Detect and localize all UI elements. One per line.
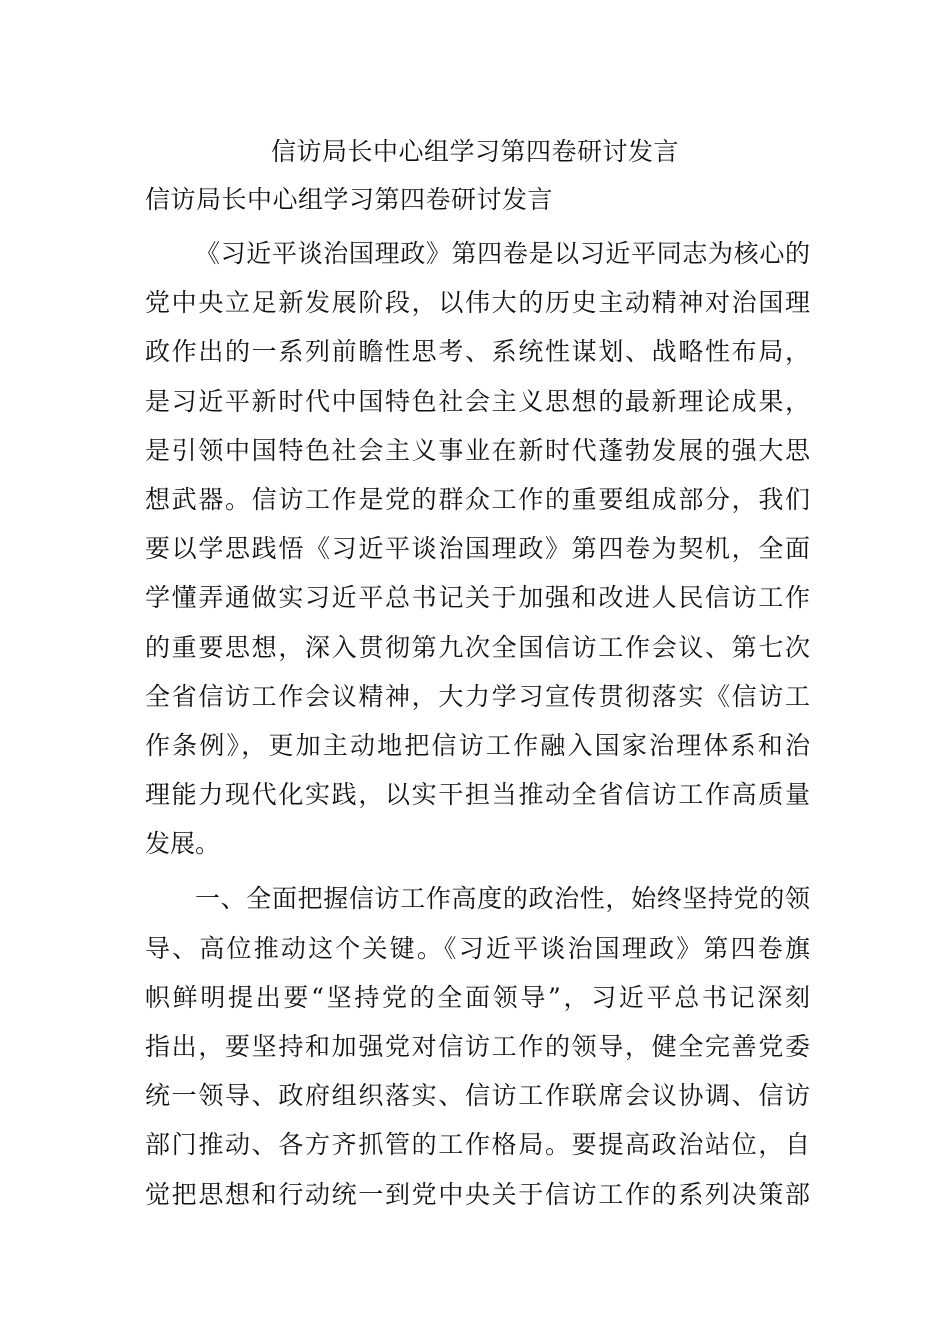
- paragraph-line: 指出，要坚持和加强党对信访工作的领导，健全完善党委: [145, 1032, 810, 1061]
- document-body: [145, 229, 810, 1219]
- paragraph-line: 理能力现代化实践，以实干担当推动全省信访工作高质量: [145, 780, 810, 810]
- paragraph-line: 导、高位推动这个关键。《习近平谈治国理政》第四卷旗: [145, 933, 810, 963]
- paragraph-line: 全省信访工作会议精神，大力学习宣传贯彻落实《信访工: [145, 681, 810, 711]
- paragraph-line: 觉把思想和行动统一到党中央关于信访工作的系列决策部: [145, 1179, 810, 1209]
- paragraph-line: 统一领导、政府组织落实、信访工作联席会议协调、信访: [145, 1081, 810, 1111]
- paragraph-line: 部门推动、各方齐抓管的工作格局。要提高政治站位，自: [145, 1130, 810, 1160]
- paragraph-line: 《习近平谈治国理政》第四卷是以习近平同志为核心的: [195, 239, 810, 268]
- document-subtitle: 信访局长中心组学习第四卷研讨发言: [145, 185, 554, 214]
- paragraph-line: 一、全面把握信访工作高度的政治性，始终坚持党的领: [195, 884, 810, 914]
- paragraph-line: 的重要思想，深入贯彻第九次全国信访工作会议、第七次: [145, 632, 810, 662]
- paragraph-line: 政作出的一系列前瞻性思考、系统性谋划、战略性布局，: [145, 337, 810, 367]
- paragraph-1: [145, 229, 810, 868]
- paragraph-line: 作条例》，更加主动地把信访工作融入国家治理体系和治: [145, 730, 810, 760]
- paragraph-line: 想武器。信访工作是党的群众工作的重要组成部分，我们: [145, 484, 810, 514]
- paragraph-line: 学懂弄通做实习近平总书记关于加强和改进人民信访工作: [145, 583, 810, 613]
- paragraph-2: [145, 874, 810, 1218]
- paragraph-line: 要以学思践悟《习近平谈治国理政》第四卷为契机，全面: [145, 534, 810, 564]
- paragraph-line: 是引领中国特色社会主义事业在新时代蓬勃发展的强大思: [145, 435, 810, 465]
- paragraph-line: 党中央立足新发展阶段，以伟大的历史主动精神对治国理: [145, 288, 810, 318]
- document-title: 信访局长中心组学习第四卷研讨发言: [270, 137, 679, 166]
- paragraph-line: 发展。: [145, 829, 221, 859]
- paragraph-line: 是习近平新时代中国特色社会主义思想的最新理论成果，: [145, 386, 810, 416]
- paragraph-line: 帜鲜明提出要“坚持党的全面领导”，习近平总书记深刻: [145, 982, 810, 1012]
